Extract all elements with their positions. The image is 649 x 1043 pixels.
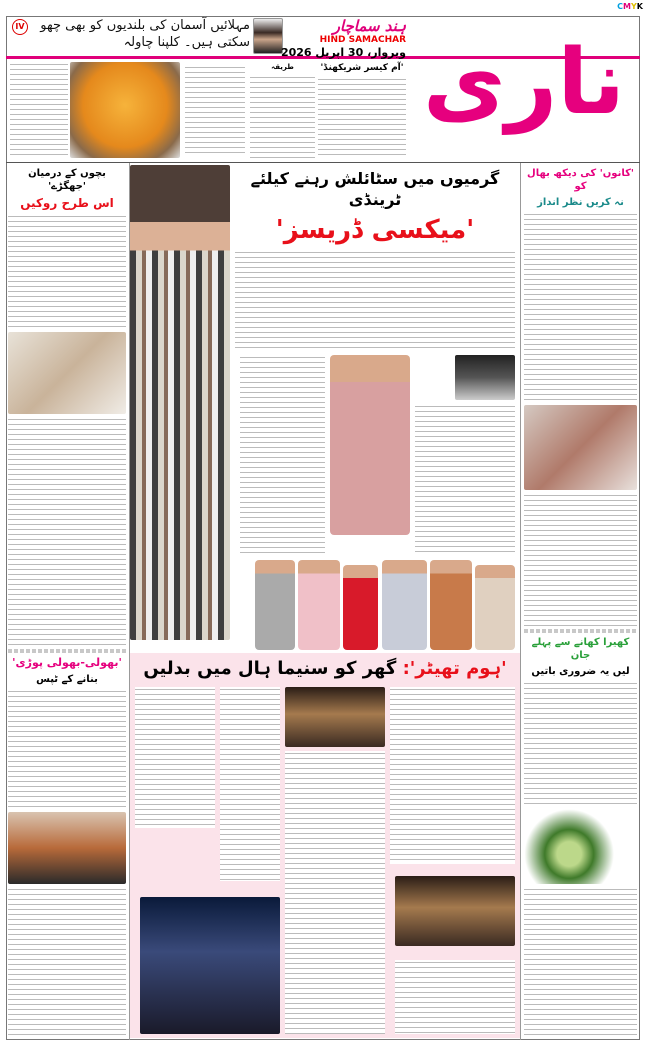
recipe-method — [250, 62, 315, 158]
section-logo: ناری — [423, 30, 625, 135]
kids-fight-text — [8, 214, 126, 329]
recipe-title: 'آم کیسر شریکھنڈ' — [320, 63, 404, 73]
dress-photo — [475, 565, 515, 650]
kids-fight-text — [8, 417, 126, 646]
method-heading: طریقہ — [271, 63, 294, 71]
divider — [8, 649, 126, 653]
home-theater-title — [130, 653, 520, 685]
puri-text — [8, 887, 126, 1037]
puri-title-1: 'بھولی-بھولی پوڑی' — [12, 656, 122, 669]
ear-care-title-1: 'کانوں' کی دیکھ بھال کو — [527, 168, 634, 192]
main-article-header — [235, 168, 515, 350]
theater-text — [395, 960, 515, 1034]
theater-text — [390, 687, 515, 864]
main-title: 'میکسی ڈریسز' — [275, 215, 475, 245]
divider — [6, 162, 640, 163]
right-column — [524, 167, 637, 1037]
header-quote: مہلائیں آسمان کی بلندیوں کو بھی چھو سکتی ہیں۔ کلپنا چاولہ — [40, 18, 250, 50]
cucumber-title-1: کھیرا کھانے سے پہلے جان — [531, 637, 630, 661]
paper-name-urdu: ہند سماچار — [332, 17, 406, 35]
dress-photo — [298, 560, 340, 650]
kids-photo — [8, 332, 126, 414]
puri-text — [8, 689, 126, 809]
dress-photo — [255, 560, 295, 650]
kids-fight-title-1: بچوں کے درمیان 'جھگڑے' — [28, 168, 106, 192]
issue-date: ویروار، 30 اپریل 2026 — [280, 46, 406, 59]
divider — [524, 629, 637, 633]
ear-care-text — [524, 493, 637, 626]
theater-photo-3 — [140, 897, 280, 1034]
theater-text — [135, 687, 215, 828]
recipe-text — [185, 65, 245, 155]
masthead — [281, 18, 406, 60]
ear-check-photo — [524, 405, 637, 490]
main-text — [235, 250, 515, 350]
dress-photo — [430, 560, 472, 650]
divider — [520, 163, 521, 1040]
main-text — [240, 355, 325, 555]
ear-care-text — [524, 212, 637, 402]
recipe-photo — [70, 62, 180, 158]
recipe-text — [318, 77, 406, 158]
left-column — [8, 167, 126, 1037]
main-text — [415, 404, 515, 554]
theater-text — [285, 751, 385, 1034]
paper-name-english: HIND SAMACHAR — [319, 35, 406, 45]
model-photo-main — [130, 165, 230, 640]
recipe-intro — [318, 62, 406, 158]
home-theater-box — [130, 653, 520, 1038]
cucumber-text — [524, 887, 637, 1037]
puri-title-2: بنانے کے ٹپس — [36, 674, 98, 685]
cucumber-title-2: لیں یہ ضروری باتیں — [531, 666, 630, 677]
pink-dress-photo — [330, 355, 410, 535]
recipe-text — [10, 62, 68, 157]
home-theater-title-quoted: 'ہوم تھیٹر': — [402, 658, 507, 679]
home-theater-title-rest: گھر کو سنیما ہال میں بدلیں — [143, 658, 397, 679]
black-dress-photo — [455, 355, 515, 400]
recipe-text — [250, 75, 315, 158]
dress-photo — [343, 565, 378, 650]
quote-author-photo — [253, 18, 283, 54]
dress-photo — [382, 560, 427, 650]
page-number: IV — [12, 19, 28, 35]
theater-photo-2 — [395, 876, 515, 946]
ear-care-title-2: نہ کریں نظر انداز — [537, 197, 624, 208]
cucumber-photo — [524, 809, 637, 884]
main-kicker: گرمیوں میں سٹائلش رہنے کیلئے ٹرینڈی — [250, 169, 500, 209]
cmyk-mark: CMYK — [617, 2, 643, 11]
home-theater-body — [130, 685, 520, 1038]
kids-fight-title-2: اس طرح روکیں — [20, 196, 114, 210]
theater-text — [220, 687, 280, 881]
puri-photo — [8, 812, 126, 884]
theater-photo-1 — [285, 687, 385, 747]
cucumber-text — [524, 681, 637, 806]
